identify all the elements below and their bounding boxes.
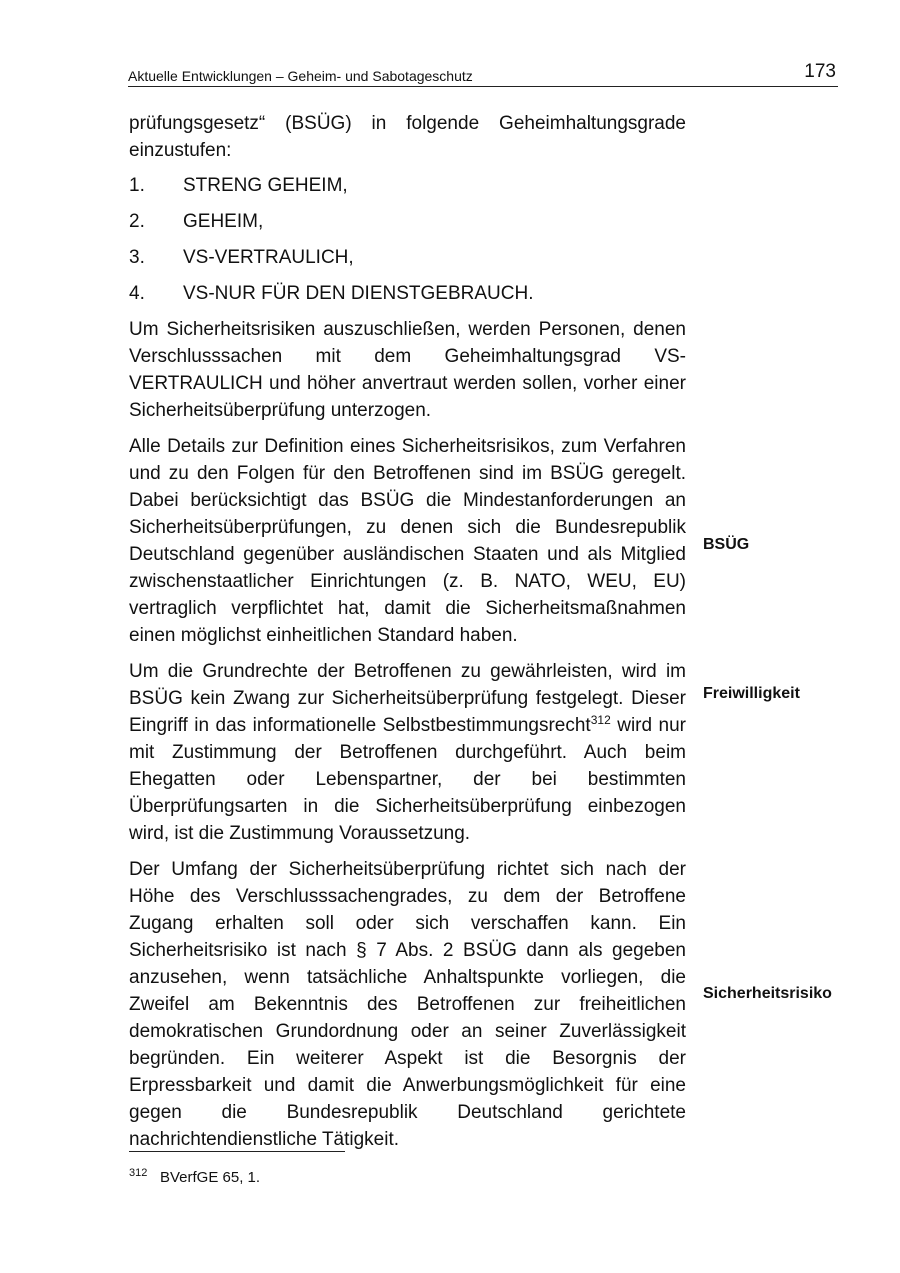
paragraph-bsug-details: Alle Details zur Definition eines Sicherheitsrisikos, zum Verfahren und zu den Folgen für den Betroffenen sind im BSÜG geregelt. Dabei berücksichtigt das BSÜG die Mindestanforderungen an Sicherheitsüberprüfungen, zu denen sich die Bundesrepublik Deutschland gegenüber ausländischen Staaten und als Mitglied zwischenstaatlicher Einrichtungen (z. B. NATO, WEU, EU) vertraglich verpflichtet hat, damit die Sicherheitsmaßnahmen einen möglichst einheitlichen Standard haben.: [129, 436, 686, 646]
paragraph-umfang: Der Umfang der Sicherheitsüberprüfung richtet sich nach der Höhe des Verschlusssachengrades, zu dem der Betroffene Zugang erhalten soll oder sich verschaffen kann. Ein Sicherheitsrisiko ist nach § 7 Abs. 2 BSÜG dann als gegeben anzusehen, wenn tatsächliche Anhaltspunkte vorliegen, die Zweifel am Bekenntnis des Betroffenen zur freiheitlichen demokratischen Grundordnung oder an seiner Zuverlässigkeit begründen. Ein weiterer Aspekt ist die Besorgnis der Erpressbarkeit und damit die Anwerbungsmöglichkeit für eine gegen die Bundesrepublik Deutschland gerichtete nachrichtendienstliche Tätigkeit.: [129, 859, 686, 1150]
list-text: VS-VERTRAULICH,: [183, 247, 354, 268]
footnote-reference[interactable]: 312: [590, 713, 611, 727]
list-number: 4.: [129, 283, 145, 304]
footnote: 312 BVerfGE 65, 1.: [129, 1167, 261, 1186]
list-text: GEHEIM,: [183, 211, 264, 232]
intro-paragraph: prüfungsgesetz“ (BSÜG) in folgende Geheimhaltungsgrade einzustufen:: [129, 113, 686, 161]
list-item: [129, 244, 686, 271]
margin-note-sicherheitsrisiko: Sicherheitsrisiko: [703, 985, 832, 1002]
list-item: [129, 208, 686, 235]
running-title: Aktuelle Entwicklungen – Geheim- und Sabotageschutz: [128, 68, 473, 84]
paragraph-grundrechte: [129, 658, 686, 847]
list-text: VS-NUR FÜR DEN DIENSTGEBRAUCH.: [183, 283, 534, 304]
classification-list: [129, 172, 686, 307]
page-header: [128, 58, 838, 87]
margin-note-bsug: BSÜG: [703, 536, 750, 553]
footnote-divider: [129, 1151, 345, 1152]
list-item: [129, 172, 686, 199]
footnote-text: BVerfGE 65, 1.: [160, 1169, 261, 1186]
paragraph-text: Um die Grundrechte der Betroffenen zu gewährleisten, wird im BSÜG kein Zwang zur Sicherheitsüberprüfung festgelegt. Dieser Eingriff in das informationelle Selbstbestimmungsrecht: [129, 661, 686, 736]
list-number: 1.: [129, 175, 145, 196]
list-text: STRENG GEHEIM,: [183, 175, 348, 196]
page-number: 173: [804, 61, 836, 82]
margin-note-freiwilligkeit: Freiwilligkeit: [703, 685, 800, 702]
body-text: [129, 110, 686, 1162]
list-number: 3.: [129, 247, 145, 268]
paragraph-sicherheitsrisiken: Um Sicherheitsrisiken auszuschließen, werden Personen, denen Verschlusssachen mit dem Geheimhaltungsgrad VS-VERTRAULICH und höher anvertraut werden sollen, vorher einer Sicherheitsüberprüfung unterzogen.: [129, 319, 686, 421]
list-number: 2.: [129, 211, 145, 232]
paragraph-text: wird nur mit Zustimmung der Betroffenen durchgeführt. Auch beim Ehegatten oder Lebenspartner, der bei bestimmten Überprüfungsarten in die Sicherheitsüberprüfung einbezogen wird, ist die Zustimmung Voraussetzung.: [129, 715, 686, 844]
list-item: [129, 280, 686, 307]
